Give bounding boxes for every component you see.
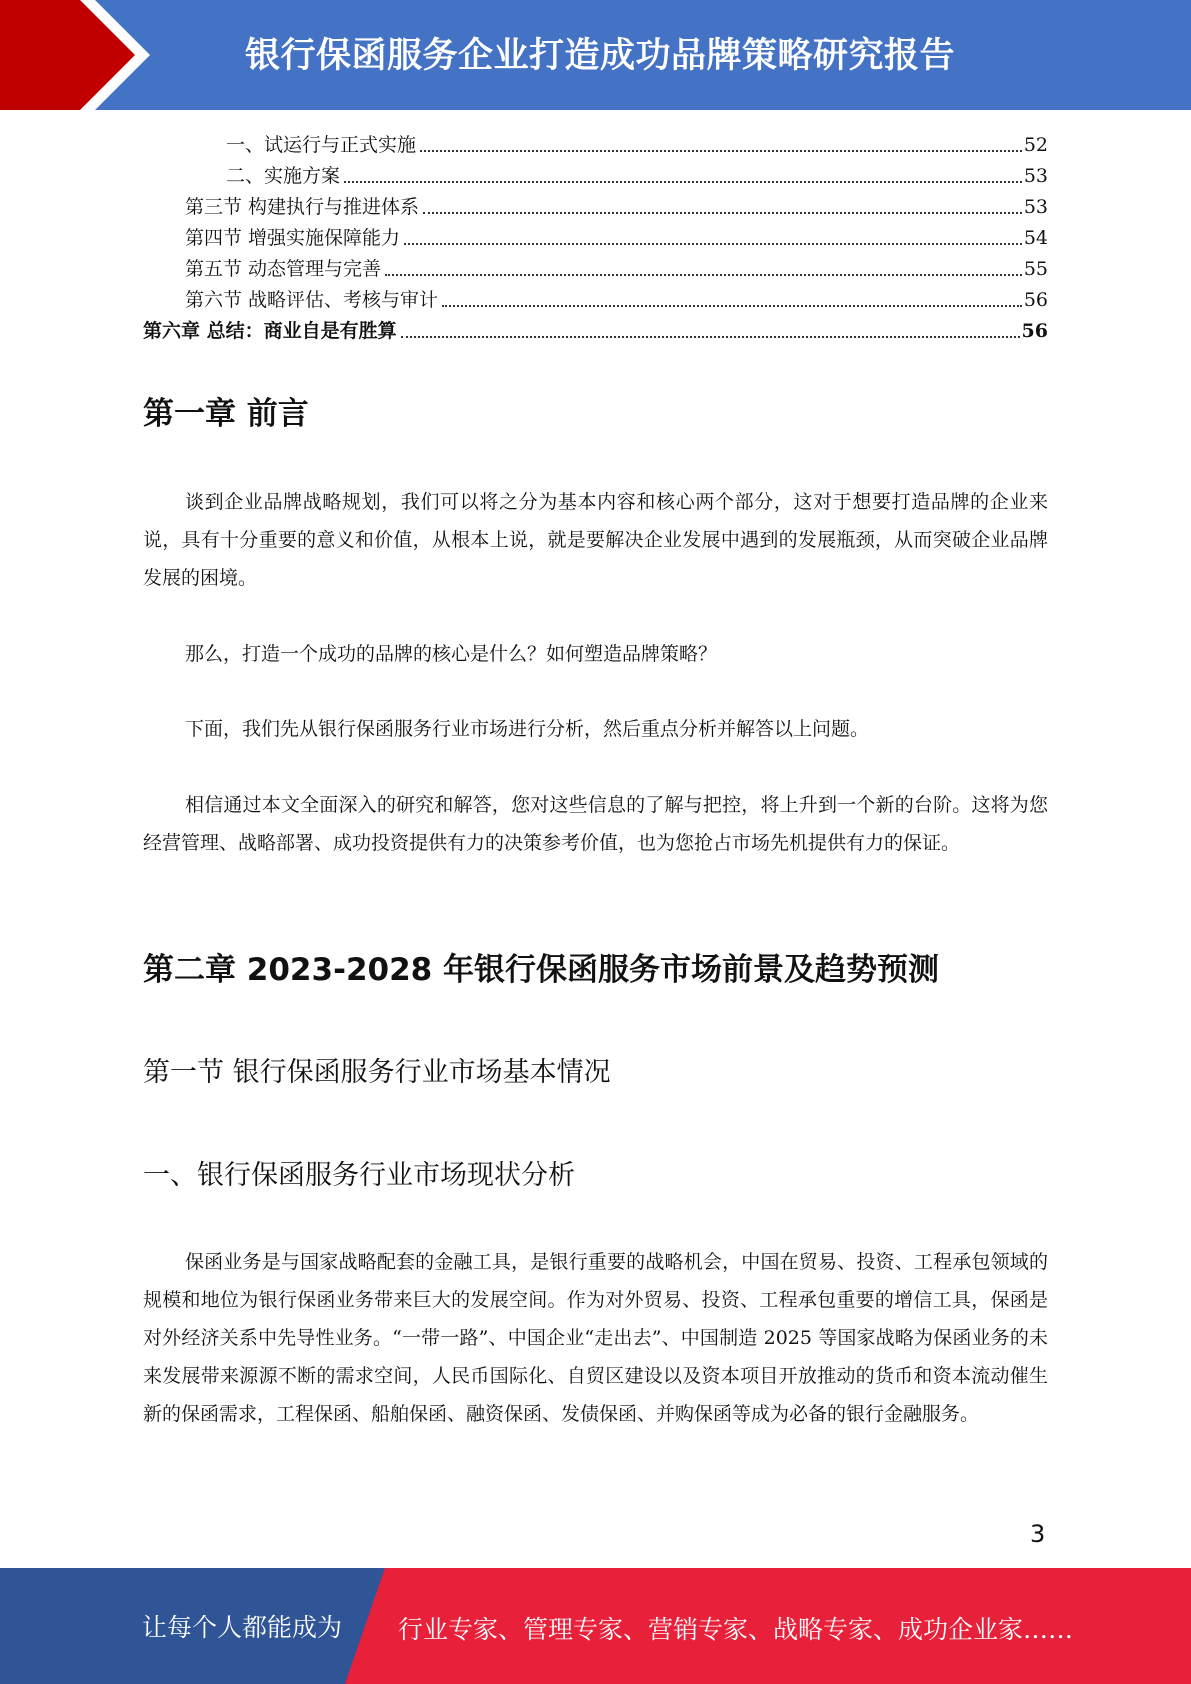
page-header	[0, 0, 1191, 110]
toc-entry-label: 第六节 战略评估、考核与审计	[185, 289, 439, 311]
toc-entry-label: 第五节 动态管理与完善	[185, 258, 382, 280]
toc-entry-chapter[interactable]	[143, 314, 1048, 344]
footer-slogan-left: 让每个人都能成为	[142, 1613, 343, 1642]
chapter-1-paragraph: 下面，我们先从银行保函服务行业市场进行分析，然后重点分析并解答以上问题。	[185, 718, 870, 740]
toc-entry[interactable]	[185, 221, 1048, 251]
header-title: 银行保函服务企业打造成功品牌策略研究报告	[245, 36, 956, 76]
toc-entry-label: 第六章 总结：商业自是有胜算	[143, 320, 397, 342]
toc-leader-dots	[420, 149, 1022, 152]
page-footer	[0, 1568, 1191, 1684]
toc-entry-label: 第四节 增强实施保障能力	[185, 227, 401, 249]
toc-entry-page: 53	[1023, 196, 1048, 218]
chapter-2-paragraph: 保函业务是与国家战略配套的金融工具，是银行重要的战略机会，中国在贸易、投资、工程承包领域的规模和地位为银行保函业务带来巨大的发展空间。作为对外贸易、投资、工程承包重要的增信工具，保函是对外经济关系中先导性业务。“一带一路”、中国企业“走出去”、中国制造 2025 等国家战略为保函业务的未来发展带来源源不断的需求空间，人民币国际化、自贸区建设以及资本项目开放推动的货币和资本流动催生新的保函需求，工程保函、船舶保函、融资保函、发债保函、并购保函等成为必备的银行金融服务。	[143, 1251, 1048, 1425]
toc-entry-page: 52	[1023, 134, 1048, 156]
chapter-1-paragraph: 谈到企业品牌战略规划，我们可以将之分为基本内容和核心两个部分，这对于想要打造品牌的企业来说，具有十分重要的意义和价值，从根本上说，就是要解决企业发展中遇到的发展瓶颈，从而突破企业品牌发展的困境。	[143, 491, 1048, 589]
toc-leader-dots	[423, 211, 1022, 214]
toc-entry-label: 一、试运行与正式实施	[226, 134, 417, 156]
chapter-1-paragraph: 那么，打造一个成功的品牌的核心是什么？如何塑造品牌策略？	[185, 643, 718, 665]
toc-entry[interactable]	[226, 159, 1048, 189]
chapter-1-paragraph: 相信通过本文全面深入的研究和解答，您对这些信息的了解与把控，将上升到一个新的台阶。这将为您经营管理、战略部署、成功投资提供有力的决策参考价值，也为您抢占市场先机提供有力的保证。	[143, 794, 1048, 854]
toc-entry-label: 第三节 构建执行与推进体系	[185, 196, 420, 218]
chapter-1-heading: 第一章 前言	[143, 396, 309, 432]
page-number: 3	[1030, 1520, 1046, 1548]
toc-leader-dots	[385, 273, 1022, 276]
footer-slogan-right: 行业专家、管理专家、营销专家、战略专家、成功企业家……	[398, 1615, 1074, 1644]
toc-leader-dots	[404, 242, 1022, 245]
toc-entry[interactable]	[185, 190, 1048, 220]
toc-entry[interactable]	[185, 283, 1048, 313]
toc-entry-page: 56	[1023, 289, 1048, 311]
toc-entry[interactable]	[185, 252, 1048, 282]
chapter-2-heading: 第二章 2023-2028 年银行保函服务市场前景及趋势预测	[143, 952, 940, 988]
toc-leader-dots	[344, 180, 1022, 183]
toc-leader-dots	[401, 335, 1020, 338]
toc-entry-page: 55	[1023, 258, 1048, 280]
toc-entry-page: 56	[1021, 320, 1048, 342]
toc-entry-label: 二、实施方案	[226, 165, 341, 187]
section-heading: 第一节 银行保函服务行业市场基本情况	[143, 1057, 611, 1088]
subsection-heading: 一、银行保函服务行业市场现状分析	[143, 1160, 575, 1191]
toc-leader-dots	[442, 304, 1022, 307]
toc-entry-page: 54	[1023, 227, 1048, 249]
toc-entry-page: 53	[1023, 165, 1048, 187]
toc-entry[interactable]	[226, 128, 1048, 158]
